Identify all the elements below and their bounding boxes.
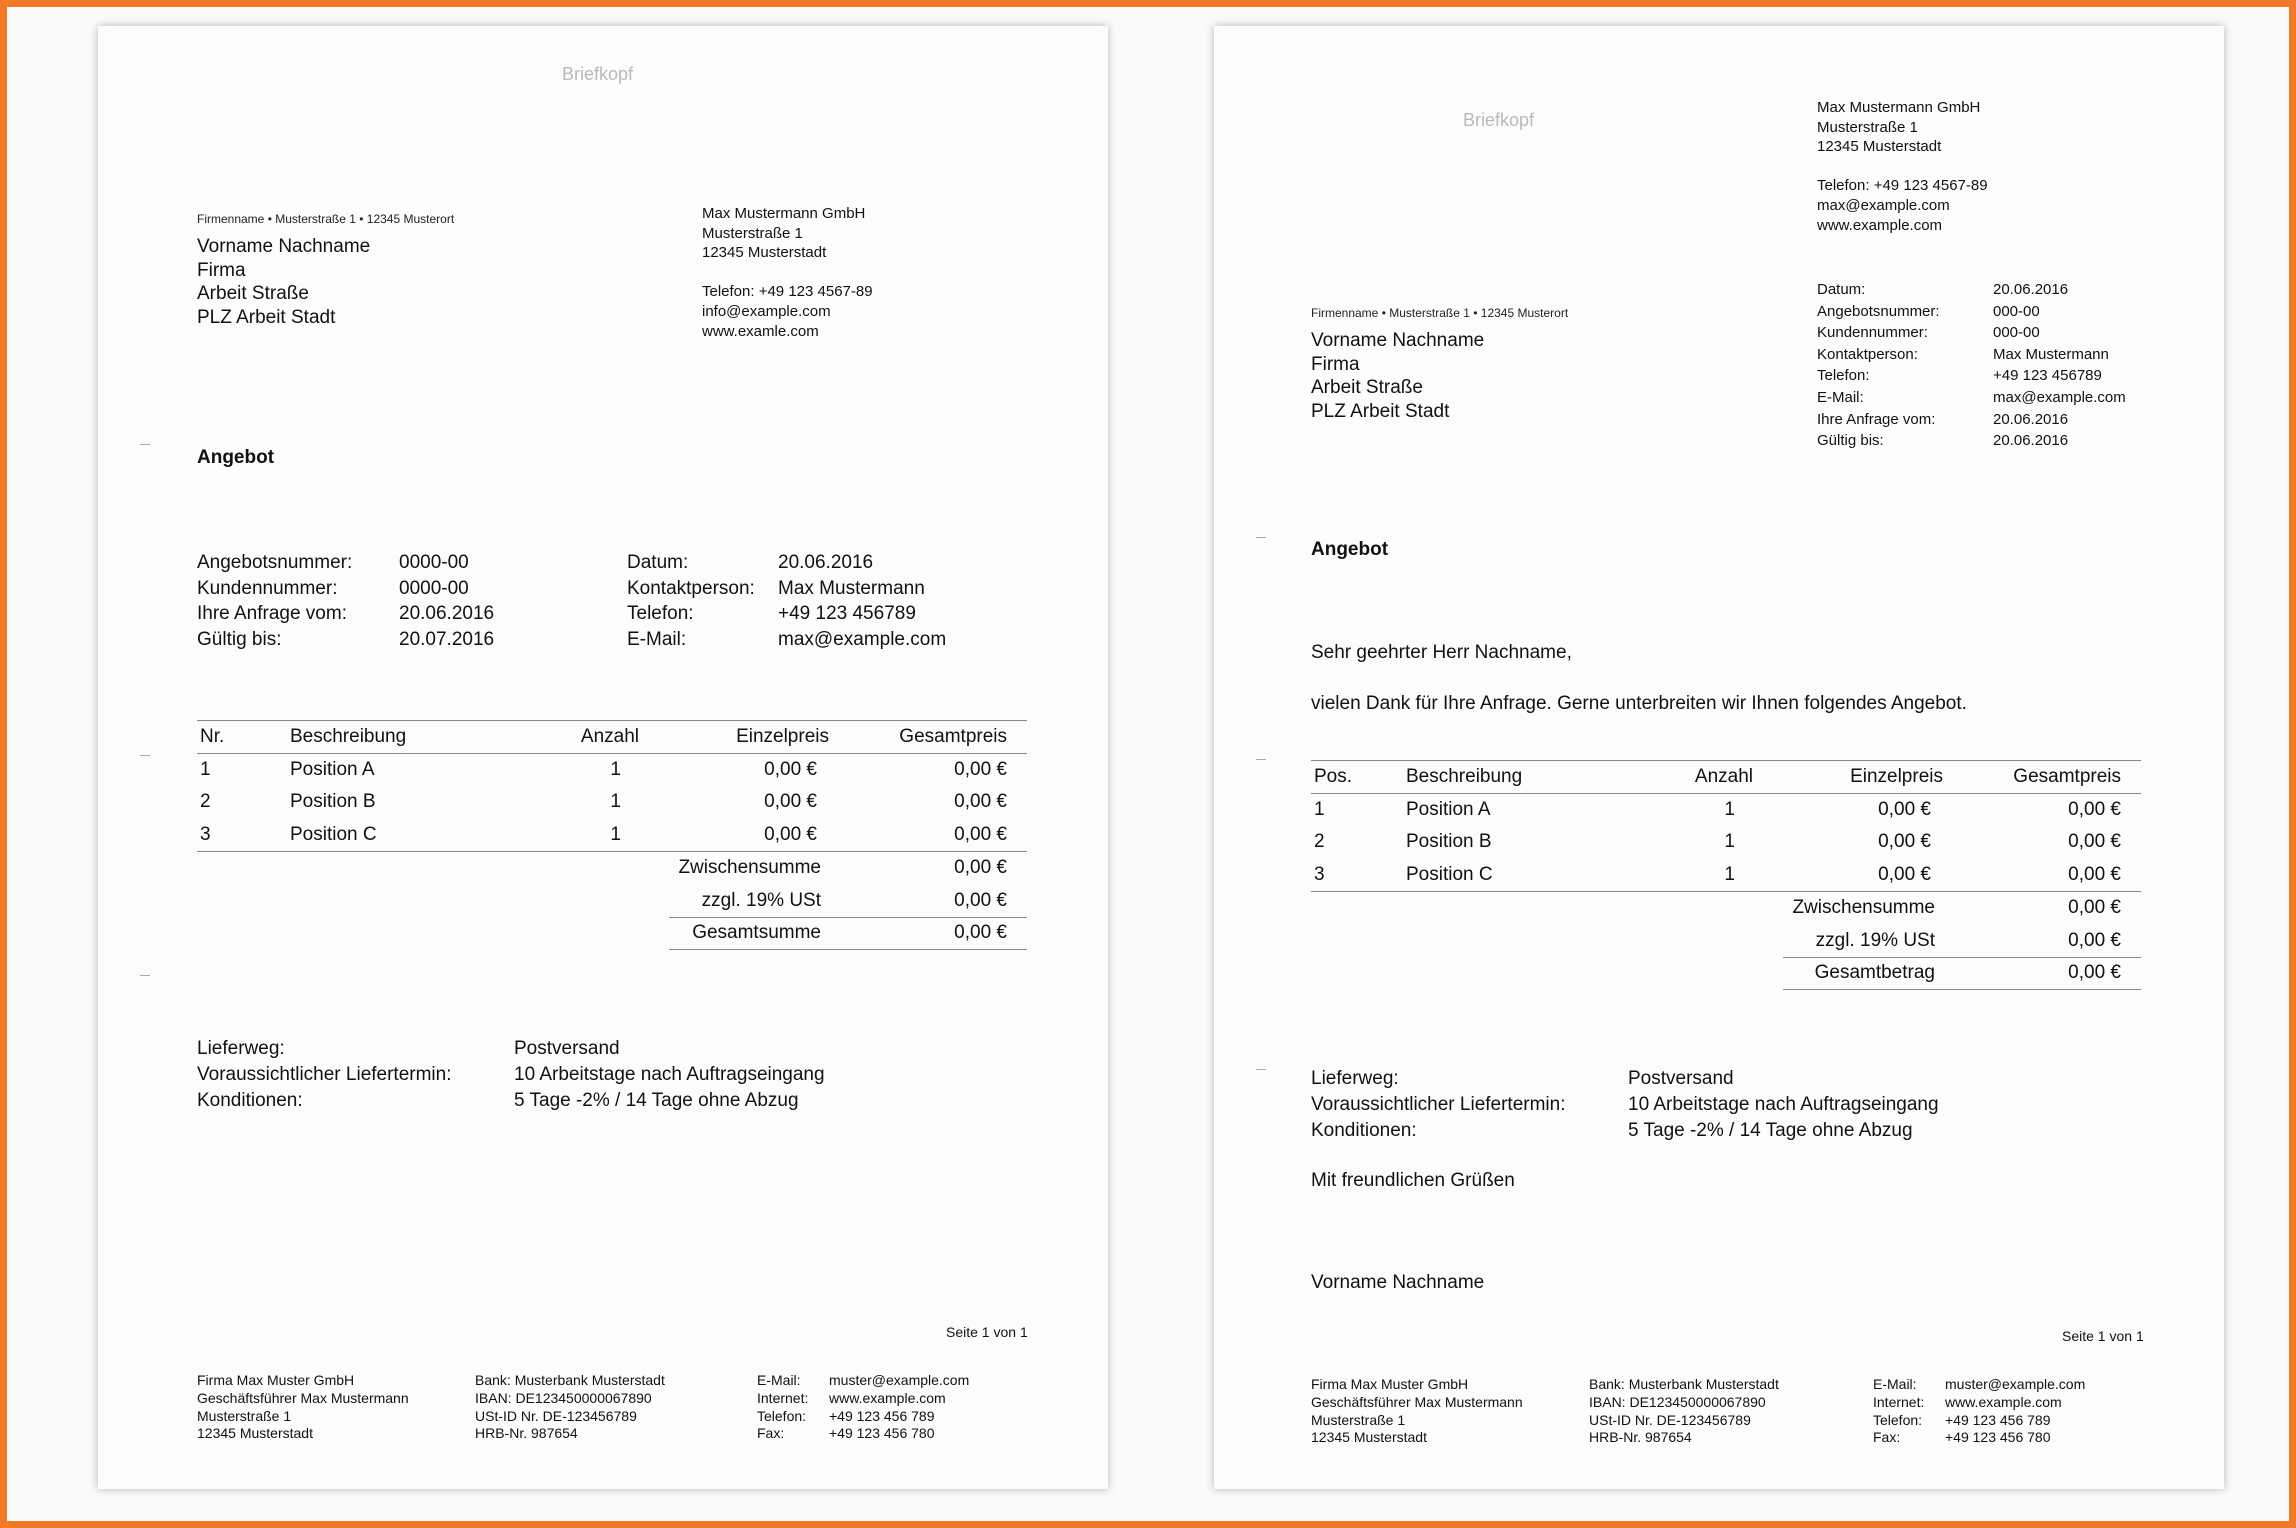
- footer-label: Fax:: [1873, 1429, 1901, 1446]
- items-table: [197, 720, 1027, 851]
- cell-unit-price: 0,00 €: [1878, 799, 1931, 820]
- col-header-quantity: Anzahl: [1661, 761, 1761, 794]
- page-number: Seite 1 von 1: [2062, 1328, 2144, 1344]
- footer-value: muster@example.com: [829, 1372, 970, 1388]
- meta-label: Kontaktperson:: [627, 577, 755, 599]
- table-row: [197, 819, 1027, 852]
- meta-label: Kundennummer:: [197, 577, 338, 599]
- letterhead-placeholder: Briefkopf: [1463, 110, 1535, 130]
- footer-line: Firma Max Muster GmbH: [197, 1372, 355, 1388]
- cell-total-price: 0,00 €: [2068, 799, 2121, 820]
- meta-label: Ihre Anfrage vom:: [1817, 410, 1936, 428]
- cell-nr: 1: [200, 759, 211, 780]
- company-line: Musterstraße 1: [702, 224, 803, 242]
- contact-line: Telefon: +49 123 4567-89: [702, 283, 873, 301]
- terms-value: 5 Tage -2% / 14 Tage ohne Abzug: [1628, 1120, 1913, 1141]
- sender-return-line: Firmenname • Musterstraße 1 • 12345 Musterort: [197, 212, 455, 226]
- footer-line: Bank: Musterbank Musterstadt: [1589, 1376, 1779, 1392]
- company-line: 12345 Musterstadt: [1817, 138, 1942, 156]
- col-header-pos: Pos.: [1311, 761, 1403, 794]
- meta-value: Max Mustermann: [1993, 345, 2109, 363]
- meta-value: 000-00: [1993, 302, 2040, 320]
- cell-total-price: 0,00 €: [954, 759, 1007, 780]
- contact-line: info@example.com: [702, 302, 831, 320]
- footer-contact: [1873, 1376, 2085, 1447]
- cell-description: Position B: [1406, 831, 1492, 853]
- cell-quantity: 1: [610, 759, 621, 780]
- footer-line: IBAN: DE123450000067890: [1589, 1393, 1766, 1410]
- recipient-line: Vorname Nachname: [1311, 330, 1485, 351]
- terms-value: 10 Arbeitstage nach Auftragseingang: [514, 1064, 825, 1085]
- footer-bank: [475, 1372, 665, 1443]
- footer-line: Geschäftsführer Max Mustermann: [197, 1389, 409, 1406]
- totals-value: 0,00 €: [2068, 929, 2121, 951]
- recipient-address: [197, 235, 370, 329]
- fold-mark: [140, 975, 150, 976]
- footer-value: www.example.com: [829, 1389, 946, 1406]
- cell-unit-price: 0,00 €: [1878, 863, 1931, 885]
- fold-mark: [1256, 1069, 1266, 1070]
- footer-line: HRB-Nr. 987654: [475, 1425, 578, 1442]
- meta-value: +49 123 456789: [778, 603, 916, 624]
- table-row: [1311, 859, 2141, 892]
- meta-value: 20.06.2016: [399, 603, 495, 624]
- footer-company: [197, 1372, 409, 1443]
- recipient-line: Firma: [1311, 353, 1360, 375]
- totals-value: 0,00 €: [954, 922, 1007, 944]
- sender-return-line: Firmenname • Musterstraße 1 • 12345 Musterort: [1311, 306, 1569, 320]
- signature-name: Vorname Nachname: [1311, 1272, 1485, 1293]
- footer-value: www.example.com: [1945, 1393, 2062, 1410]
- salutation: Sehr geehrter Herr Nachname,: [1311, 642, 1572, 663]
- cell-description: Position B: [290, 791, 376, 813]
- meta-label: Angebotsnummer:: [197, 552, 353, 573]
- footer-label: Internet:: [1873, 1393, 1925, 1410]
- fold-mark: [1256, 537, 1266, 538]
- fold-mark: [140, 444, 150, 445]
- recipient-line: PLZ Arbeit Stadt: [197, 306, 336, 328]
- col-header-total-price: Gesamtpreis: [837, 721, 1027, 754]
- totals-value: 0,00 €: [2068, 962, 2121, 984]
- cell-pos: 1: [1314, 799, 1325, 820]
- meta-label: Telefon:: [1817, 367, 1870, 385]
- footer-label: E-Mail:: [1873, 1376, 1917, 1392]
- recipient-line: Arbeit Straße: [197, 283, 309, 304]
- footer-company: [1311, 1376, 1523, 1447]
- totals-row-grand: [1783, 957, 2141, 990]
- recipient-line: Arbeit Straße: [1311, 377, 1423, 398]
- table-row: [1311, 794, 2141, 827]
- terms-value: 5 Tage -2% / 14 Tage ohne Abzug: [514, 1090, 799, 1111]
- meta-label: E-Mail:: [1817, 388, 1864, 406]
- cell-unit-price: 0,00 €: [764, 759, 817, 780]
- footer-label: Telefon:: [757, 1407, 807, 1424]
- cell-description: Position C: [290, 823, 377, 845]
- cell-unit-price: 0,00 €: [764, 823, 817, 845]
- meta-value: +49 123 456789: [1993, 367, 2102, 385]
- contact-line: www.examle.com: [702, 322, 819, 340]
- totals-row: [1311, 892, 2141, 925]
- company-line: Musterstraße 1: [1817, 118, 1918, 136]
- footer-value: +49 123 456 789: [829, 1407, 935, 1424]
- cell-nr: 2: [200, 791, 211, 813]
- totals-value: 0,00 €: [954, 889, 1007, 911]
- fold-mark: [1256, 759, 1266, 760]
- recipient-address: [1311, 329, 1484, 423]
- closing-phrase: Mit freundlichen Grüßen: [1311, 1170, 1515, 1191]
- letterhead-placeholder: Briefkopf: [562, 64, 634, 84]
- terms-label: Lieferweg:: [1311, 1068, 1399, 1089]
- meta-value: 20.06.2016: [1993, 432, 2069, 450]
- cell-quantity: 1: [1724, 799, 1735, 820]
- totals-label: zzgl. 19% USt: [701, 889, 821, 911]
- offer-meta-right: [627, 550, 946, 652]
- terms-label: Voraussichtlicher Liefertermin:: [1311, 1094, 1566, 1115]
- cell-total-price: 0,00 €: [2068, 863, 2121, 885]
- totals-block: [1311, 891, 2141, 990]
- meta-value: max@example.com: [1993, 388, 2126, 406]
- totals-label: Gesamtsumme: [692, 922, 821, 944]
- footer-label: Fax:: [757, 1425, 785, 1442]
- recipient-line: Firma: [197, 259, 246, 281]
- delivery-terms: [1311, 1066, 1939, 1144]
- meta-value: 0000-00: [399, 577, 469, 599]
- totals-row: [197, 885, 1027, 918]
- table-row: [197, 754, 1027, 787]
- col-header-description: Beschreibung: [287, 721, 547, 754]
- col-header-quantity: Anzahl: [547, 721, 647, 754]
- recipient-line: PLZ Arbeit Stadt: [1311, 400, 1450, 422]
- footer-line: Musterstraße 1: [1311, 1411, 1406, 1428]
- footer-line: 12345 Musterstadt: [1311, 1429, 1427, 1446]
- meta-label: Datum:: [1817, 281, 1866, 298]
- terms-value: Postversand: [514, 1038, 620, 1059]
- meta-label: Kundennummer:: [1817, 324, 1928, 342]
- terms-label: Voraussichtlicher Liefertermin:: [197, 1064, 452, 1085]
- cell-unit-price: 0,00 €: [764, 791, 817, 813]
- document-title: Angebot: [197, 447, 275, 468]
- col-header-description: Beschreibung: [1403, 761, 1661, 794]
- company-line: 12345 Musterstadt: [702, 244, 827, 262]
- footer-value: +49 123 456 780: [829, 1425, 935, 1442]
- meta-value: 20.07.2016: [399, 628, 495, 650]
- cell-total-price: 0,00 €: [954, 791, 1007, 813]
- meta-label: E-Mail:: [627, 628, 687, 650]
- contact-line: Telefon: +49 123 4567-89: [1817, 177, 1988, 195]
- totals-row-grand: [669, 917, 1027, 950]
- meta-label: Gültig bis:: [1817, 432, 1884, 450]
- col-header-unit-price: Einzelpreis: [1761, 761, 1951, 794]
- company-info-block: [1817, 98, 1988, 235]
- footer-line: Firma Max Muster GmbH: [1311, 1376, 1469, 1392]
- terms-value: Postversand: [1628, 1068, 1734, 1089]
- meta-label: Kontaktperson:: [1817, 345, 1918, 363]
- cell-quantity: 1: [610, 823, 621, 845]
- meta-label: Telefon:: [627, 603, 694, 624]
- meta-label: Datum:: [627, 552, 689, 573]
- meta-value: 20.06.2016: [1993, 410, 2069, 428]
- footer-line: IBAN: DE123450000067890: [475, 1389, 652, 1406]
- meta-value: 20.06.2016: [1993, 281, 2069, 298]
- cell-description: Position A: [290, 759, 375, 780]
- cell-total-price: 0,00 €: [954, 823, 1007, 845]
- totals-row: [197, 852, 1027, 885]
- footer-line: Bank: Musterbank Musterstadt: [475, 1372, 665, 1388]
- table-header-row: [1311, 761, 2141, 794]
- totals-label: Gesamtbetrag: [1814, 962, 1935, 984]
- contact-line: www.example.com: [1817, 216, 1943, 234]
- totals-value: 0,00 €: [954, 857, 1007, 879]
- table-header-row: [197, 721, 1027, 754]
- footer-value: +49 123 456 780: [1945, 1429, 2051, 1446]
- col-header-total-price: Gesamtpreis: [1951, 761, 2141, 794]
- totals-label: Zwischensumme: [678, 857, 821, 879]
- offer-meta: [1817, 279, 2126, 452]
- footer-line: Geschäftsführer Max Mustermann: [1311, 1393, 1523, 1410]
- terms-label: Lieferweg:: [197, 1038, 285, 1059]
- cell-quantity: 1: [1724, 831, 1735, 853]
- meta-value: 0000-00: [399, 552, 469, 573]
- fold-mark: [140, 755, 150, 756]
- delivery-terms: [197, 1036, 825, 1114]
- footer-label: Telefon:: [1873, 1411, 1923, 1428]
- meta-value: 20.06.2016: [778, 552, 874, 573]
- footer-label: E-Mail:: [757, 1372, 801, 1388]
- table-row: [197, 786, 1027, 819]
- contact-line: max@example.com: [1817, 196, 1950, 214]
- terms-value: 10 Arbeitstage nach Auftragseingang: [1628, 1094, 1939, 1115]
- col-header-nr: Nr.: [197, 721, 287, 754]
- totals-value: 0,00 €: [2068, 897, 2121, 919]
- meta-label: Angebotsnummer:: [1817, 302, 1940, 320]
- meta-label: Ihre Anfrage vom:: [197, 603, 347, 624]
- meta-value: 000-00: [1993, 324, 2040, 342]
- meta-label: Gültig bis:: [197, 628, 282, 650]
- company-line: Max Mustermann GmbH: [1817, 99, 1981, 116]
- totals-label: Zwischensumme: [1792, 897, 1935, 919]
- footer-line: USt-ID Nr. DE-123456789: [475, 1407, 637, 1424]
- document-title: Angebot: [1311, 539, 1389, 560]
- cell-quantity: 1: [1724, 863, 1735, 885]
- offer-meta-left: [197, 550, 494, 652]
- cell-nr: 3: [200, 823, 211, 845]
- footer-line: USt-ID Nr. DE-123456789: [1589, 1411, 1751, 1428]
- cell-description: Position C: [1406, 863, 1493, 885]
- cell-pos: 2: [1314, 831, 1325, 853]
- cell-pos: 3: [1314, 863, 1325, 885]
- footer-label: Internet:: [757, 1389, 809, 1406]
- footer-value: muster@example.com: [1945, 1376, 2086, 1392]
- cell-description: Position A: [1406, 799, 1491, 820]
- page-number: Seite 1 von 1: [946, 1324, 1028, 1340]
- footer-value: +49 123 456 789: [1945, 1411, 2051, 1428]
- meta-value: Max Mustermann: [778, 577, 925, 599]
- footer-line: Musterstraße 1: [197, 1407, 292, 1424]
- company-line: Max Mustermann GmbH: [702, 205, 866, 222]
- footer-contact: [757, 1372, 969, 1443]
- terms-label: Konditionen:: [1311, 1120, 1417, 1141]
- company-info-block: [702, 204, 873, 341]
- totals-block: [197, 851, 1027, 950]
- offer-page-compact: [98, 26, 1108, 1489]
- items-table: [1311, 760, 2141, 891]
- footer-line: HRB-Nr. 987654: [1589, 1429, 1692, 1446]
- totals-row: [1311, 925, 2141, 958]
- col-header-unit-price: Einzelpreis: [647, 721, 837, 754]
- table-row: [1311, 826, 2141, 859]
- offer-page-letter: [1214, 26, 2224, 1489]
- footer-bank: [1589, 1376, 1779, 1447]
- cell-quantity: 1: [610, 791, 621, 813]
- footer-line: 12345 Musterstadt: [197, 1425, 313, 1442]
- terms-label: Konditionen:: [197, 1090, 303, 1111]
- totals-label: zzgl. 19% USt: [1815, 929, 1935, 951]
- intro-text: vielen Dank für Ihre Anfrage. Gerne unterbreiten wir Ihnen folgendes Angebot.: [1311, 693, 1967, 714]
- cell-total-price: 0,00 €: [2068, 831, 2121, 853]
- cell-unit-price: 0,00 €: [1878, 831, 1931, 853]
- recipient-line: Vorname Nachname: [197, 236, 371, 257]
- meta-value: max@example.com: [778, 628, 947, 650]
